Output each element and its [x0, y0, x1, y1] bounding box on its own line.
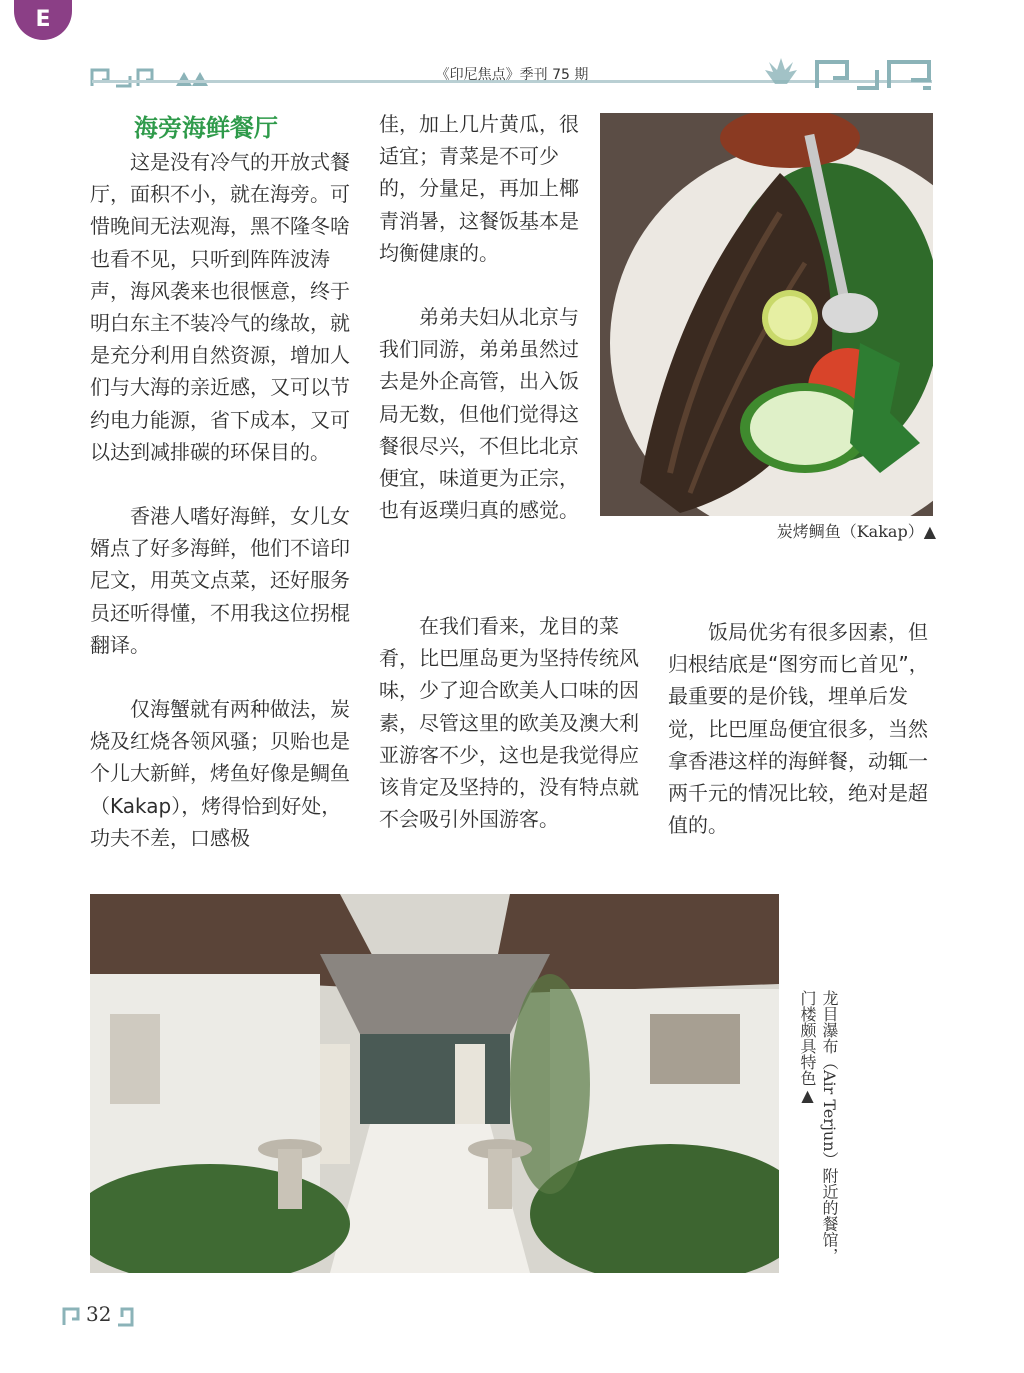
page-number: 32 — [86, 1302, 112, 1326]
paragraph: 佳，加上几片黄瓜，很适宜；青菜是不可少的，分量足，再加上椰青消暑，这餐饭基本是均衡健康的。 — [379, 112, 579, 265]
paragraph: 香港人嗜好海鲜，女儿女婿点了好多海鲜，他们不谙印尼文，用英文点菜，还好服务员还听得懂，不用我这位拐棍翻译。 — [90, 504, 350, 657]
meander-ornament-right — [755, 56, 935, 90]
text-column-2 — [379, 108, 586, 526]
fish-photo-caption: 炭烤鲷鱼（Kakap）▲ — [776, 522, 936, 541]
paragraph: 饭局优劣有很多因素，但归根结底是“图穷而匕首见”，最重要的是价钱，埋单后发觉，比巴厘岛便宜很多，当然拿香港这样的海鲜餐，动辄一两千元的情况比较，绝对是超值的。 — [668, 620, 929, 838]
text-column-3 — [668, 616, 935, 841]
paragraph: 在我们看来，龙目的菜肴，比巴厘岛更为坚持传统风味，少了迎合欧美人口味的因素，尽管这里的欧美及澳大利亚游客不少，这也是我觉得应该肯定及坚持的，没有特点就不会吸引外国游客。 — [379, 614, 639, 832]
article-heading: 海旁海鲜餐厅 — [134, 114, 278, 142]
grilled-fish-illustration — [600, 113, 933, 516]
restaurant-gate-illustration — [90, 894, 779, 1273]
paragraph: 弟弟夫妇从北京与我们同游，弟弟虽然过去是外企高管，出入饭局无数，但他们觉得这餐很尽兴，不但比北京便宜，味道更为正宗，也有返璞归真的感觉。 — [379, 305, 579, 523]
restaurant-photo — [90, 894, 779, 1273]
paragraph: 仅海蟹就有两种做法，炭烧及红烧各领风骚；贝贻也是个儿大新鲜，烤鱼好像是鲷鱼（Kakap），烤得恰到好处，功夫不差，口感极 — [90, 697, 350, 850]
paragraph: 这是没有冷气的开放式餐厅，面积不小，就在海旁。可惜晚间无法观海，黑不隆冬啥也看不见，只听到阵阵波涛声，海风袭来也很惬意，终于明白东主不装冷气的缘故，就是充分利用自然资源，增加人们与大海的亲近感，又可以节约电力能源，省下成本，又可以达到减排碳的环保目的。 — [90, 150, 350, 464]
restaurant-photo-caption: 龙目瀑布（Air Terjun）附近的餐馆，门楼颇具特色▲ — [798, 990, 839, 1264]
issue-title: 《印尼焦点》季刊 75 期 — [435, 67, 589, 83]
text-column-2-lower — [379, 610, 646, 835]
section-badge: E — [14, 0, 72, 40]
text-column-1 — [90, 146, 358, 854]
grilled-fish-photo — [600, 113, 933, 516]
